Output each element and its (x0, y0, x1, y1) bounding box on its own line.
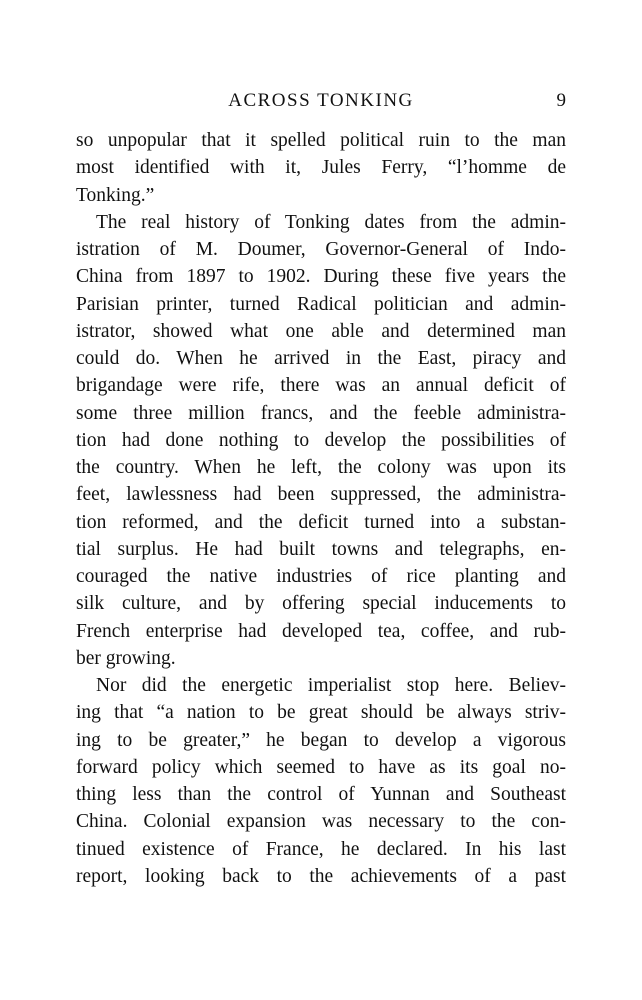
text-line: the country. When he left, the colony was upon its (76, 457, 566, 478)
text-line: China from 1897 to 1902. During these five years the (76, 266, 566, 288)
text-line: ber growing. (76, 647, 176, 669)
text-line: Tonking.” (76, 184, 155, 206)
text-line: China. Colonial expansion was necessary to the con- (76, 811, 566, 833)
text-line: so unpopular that it spelled political ruin to the man (76, 130, 566, 151)
text-line: Nor did the energetic imperialist stop here. Believ- (96, 675, 566, 696)
text-line: feet, lawlessness had been suppressed, the administra- (76, 484, 566, 506)
running-head (76, 90, 566, 116)
text-line: forward policy which seemed to have as its goal no- (76, 756, 566, 778)
text-line: istration of M. Doumer, Governor-General of Indo- (76, 239, 566, 260)
text-line: Parisian printer, turned Radical politician and admin- (76, 293, 566, 315)
text-line: brigandage were rife, there was an annual deficit of (76, 375, 566, 397)
text-line: could do. When he arrived in the East, piracy and (76, 348, 566, 369)
text-line: The real history of Tonking dates from the admin- (96, 211, 566, 233)
text-line: couraged the native industries of rice planting and (76, 566, 566, 587)
text-line: ing that “a nation to be great should be always striv- (76, 702, 566, 724)
page-number: 9 (556, 90, 566, 111)
body-text (76, 127, 566, 890)
text-line: tial surplus. He had built towns and telegraphs, en- (76, 538, 566, 560)
text-line: silk culture, and by offering special inducements to (76, 593, 566, 615)
text-line: some three million francs, and the feeble administra- (76, 402, 566, 424)
text-line: tion reformed, and the deficit turned into a substan- (76, 511, 566, 533)
text-line: ing to be greater,” he began to develop a vigorous (76, 729, 566, 751)
text-line: most identified with it, Jules Ferry, “l’homme de (76, 157, 566, 179)
text-line: report, looking back to the achievements of a past (76, 865, 566, 887)
text-line: tinued existence of France, he declared. In his last (76, 838, 566, 860)
running-title: ACROSS TONKING (228, 90, 414, 111)
text-line: French enterprise had developed tea, coffee, and rub- (76, 620, 566, 642)
text-line: thing less than the control of Yunnan and Southeast (76, 784, 566, 805)
text-line: istrator, showed what one able and determined man (76, 320, 566, 342)
text-line: tion had done nothing to develop the possibilities of (76, 429, 566, 451)
